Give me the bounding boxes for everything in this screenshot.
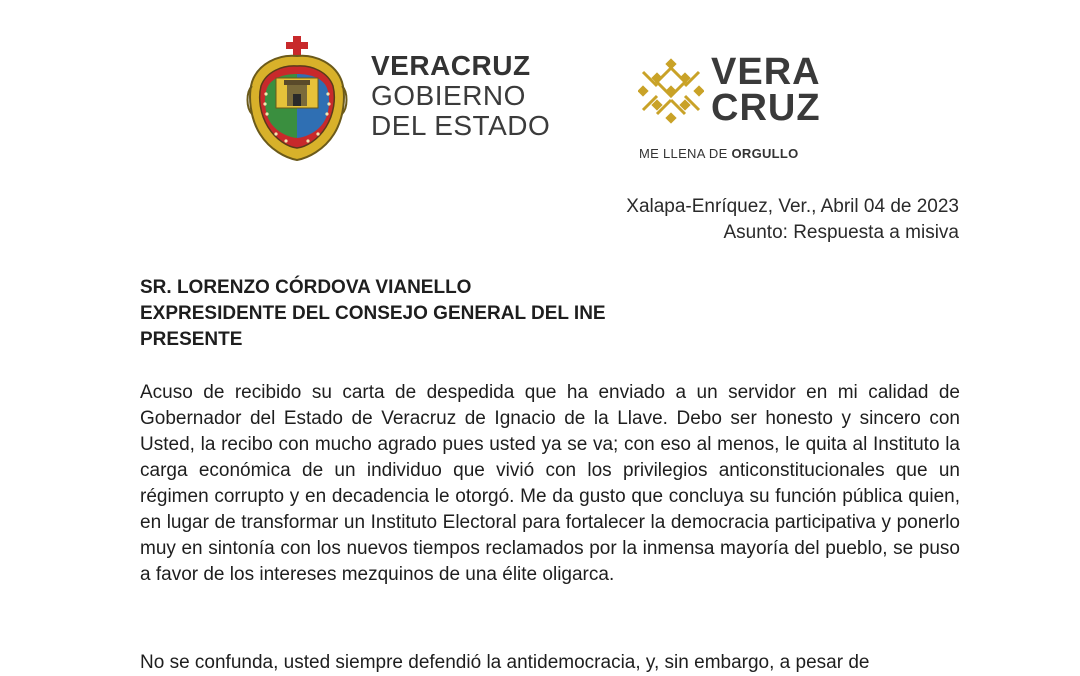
brand-wordmark — [711, 51, 821, 129]
recipient-block — [140, 275, 606, 353]
subject-line: Asunto: Respuesta a misiva — [723, 222, 959, 243]
body-paragraph: Acuso de recibido su carta de despedida que ha enviado a un servidor en mi calidad de Gobernador del Estado de Veracruz de Ignacio de la Llave. Debo ser honesto y sincero con Usted, la recibo con mucho agrado pues usted ya se va; con eso al menos, le quita al Instituto la carga económica de un individuo que vivió con los privilegios anticonstitucionales que un régimen corrupto y en decadencia le otorgó. Me da gusto que concluya su función pública quien, en lugar de transformar un Instituto Electoral para fortalecer la democracia participativa y ponerlo muy en sintonía con los nuevos tiempos reclamados por la inmensa mayoría del pueblo, se puso a favor de los intereses mezquinos de una élite oligarca. — [140, 382, 960, 585]
place-date: Xalapa-Enríquez, Ver., Abril 04 de 2023 — [626, 196, 959, 217]
seal-cross-horizontal — [286, 42, 308, 49]
brand-word-cruz: CRUZ — [711, 87, 821, 129]
state-seal-emblem — [246, 34, 348, 162]
gov-line-veracruz: VERACRUZ — [371, 50, 531, 81]
brand-slogan-regular: ME LLENA DE — [639, 146, 732, 161]
recipient-presente: PRESENTE — [140, 329, 243, 350]
recipient-position: EXPRESIDENTE DEL CONSEJO GENERAL DEL INE — [140, 303, 606, 324]
letter-meta — [626, 194, 959, 246]
gov-line-gobierno: GOBIERNO — [371, 80, 526, 111]
body-paragraph-cut: No se confunda, usted siempre defendió la antidemocracia, y, sin embargo, a pesar de — [140, 652, 870, 673]
brand-word-vera: VERA — [711, 51, 821, 93]
recipient-name: SR. LORENZO CÓRDOVA VIANELLO — [140, 277, 472, 298]
brand-slogan-bold: ORGULLO — [731, 146, 799, 161]
brand-slogan — [639, 146, 799, 161]
government-wordmark — [371, 52, 550, 142]
brand-pattern-icon — [638, 58, 704, 124]
gov-line-del-estado: DEL ESTADO — [371, 110, 551, 141]
